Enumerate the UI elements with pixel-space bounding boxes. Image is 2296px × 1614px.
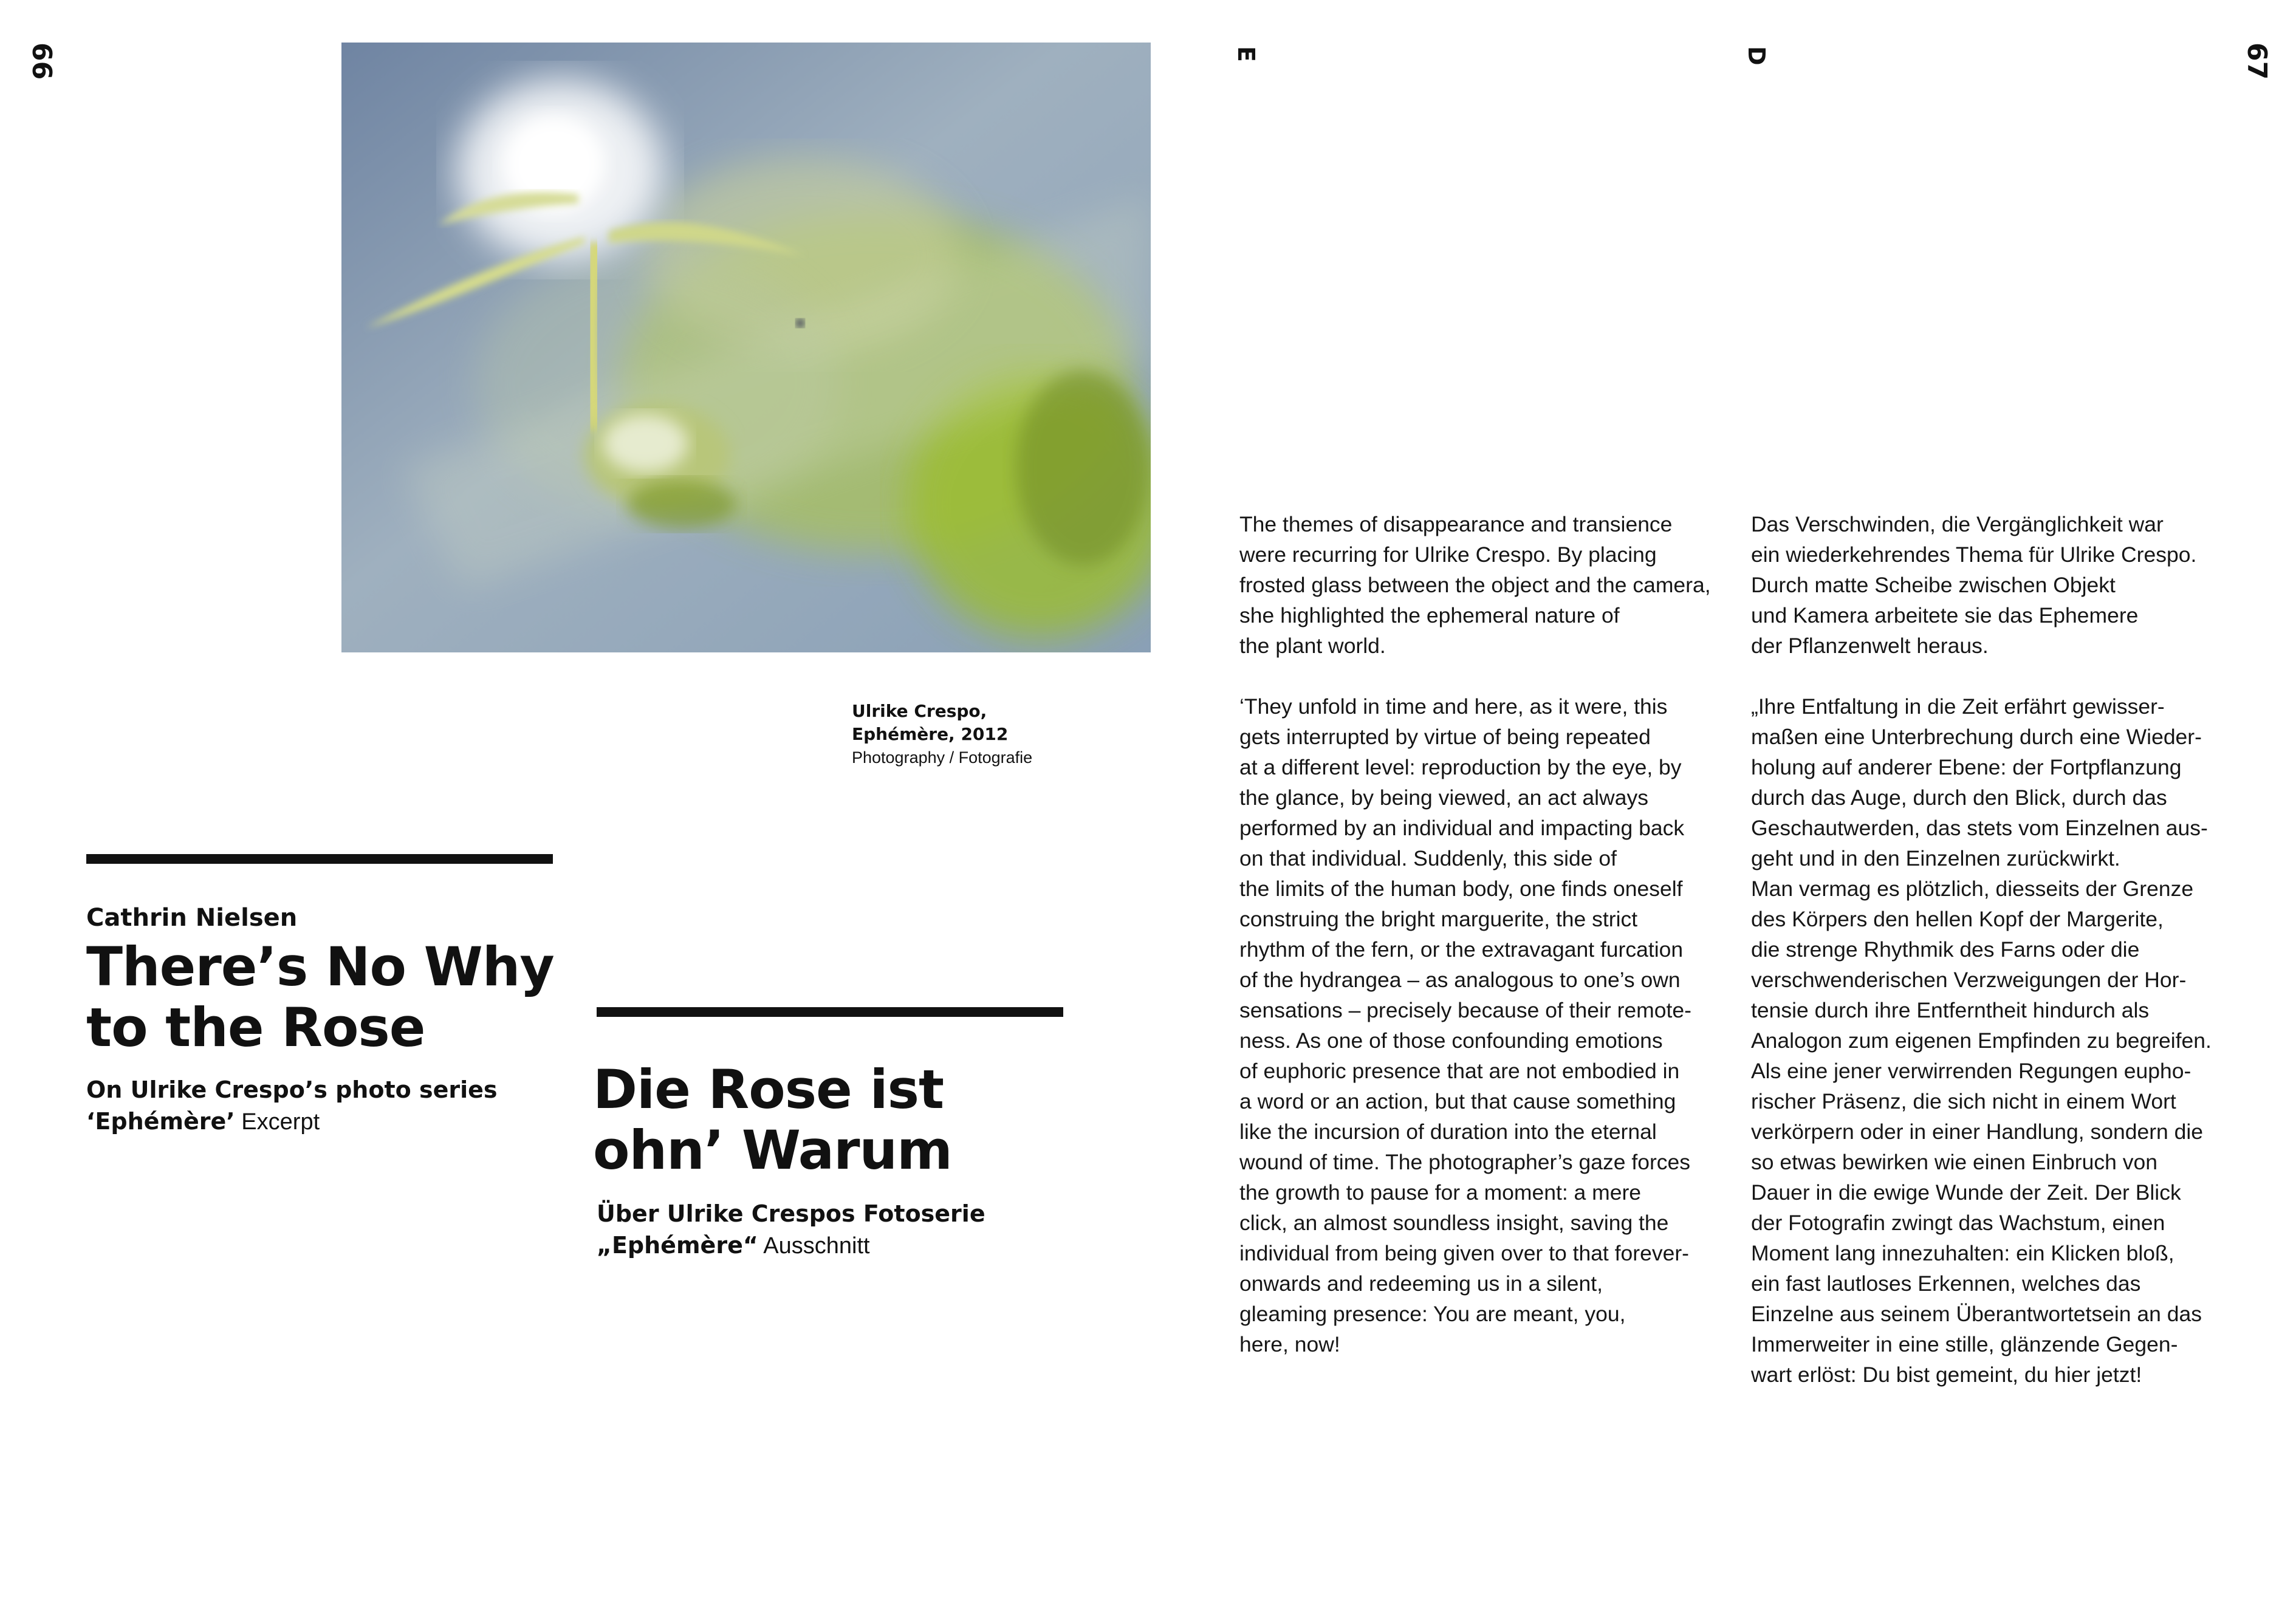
german-title-line1: Die Rose ist <box>593 1058 944 1121</box>
english-subtitle-series: ‘Ephémère’ <box>86 1108 235 1135</box>
german-subtitle-line2 <box>597 1229 1091 1262</box>
language-marker-english: E <box>1233 46 1259 62</box>
german-title <box>593 1059 1091 1181</box>
german-title-line2: ohn’ Warum <box>593 1119 952 1181</box>
english-subtitle-line1: On Ulrike Crespo’s photo series <box>86 1076 498 1103</box>
german-subtitle-series: „Ephémère“ <box>597 1232 758 1259</box>
page-number-right: 67 <box>2241 43 2272 80</box>
english-title-line2: to the Rose <box>86 996 425 1059</box>
caption-work-title: Ephémère, 2012 <box>852 724 1009 744</box>
english-body <box>1239 509 1725 1359</box>
author-name: Cathrin Nielsen <box>86 904 298 932</box>
german-header <box>593 1059 1091 1262</box>
english-title-line1: There’s No Why <box>86 935 554 998</box>
language-marker-german: D <box>1743 46 1770 66</box>
english-title <box>86 937 584 1058</box>
english-subtitle <box>86 1074 584 1138</box>
english-title-rule <box>86 854 553 864</box>
german-subtitle-excerpt: Ausschnitt <box>758 1233 870 1259</box>
german-quote-paragraph: „Ihre Entfaltung in die Zeit erfährt gewisser- maßen eine Unterbrechung durch eine Wieder- holung auf anderer Ebene: der Fortpflanzung durch das Auge, durch den Blick, durch das Geschautwerden, das stets vom Einzelnen aus- geht und in den Einzelnen zurückwirkt. Man vermag es plötzlich, diesseits der Grenze des Körpers den hellen Kopf der Margerite, die strenge Rhythmik des Farns oder die verschwenderischen Verzweigungen der Hor- tensie durch ihre Entferntheit hindurch als Analogon zum eigenen Empfinden zu begreifen. Als eine jener verwirrenden Regungen eupho- rischer Präsenz, die sich nicht in einem Wort verkörpern oder in einer Handlung, sondern die so etwas bewirken wie einen Einbruch von Dauer in die ewige Wunde der Zeit. Der Blick der Fotografin zwingt das Wachstum, einen Moment lang innezuhalten: ein Klicken bloß, ein fast lautloses Erkennen, welches das Einzelne aus seinem Überantwortetsein an das Immerweiter in eine stille, glänzende Gegen- wart erlöst: Du bist gemeint, du hier jetzt! <box>1751 694 2212 1387</box>
image-caption <box>852 700 1032 769</box>
english-subtitle-line2 <box>86 1106 584 1138</box>
english-subtitle-excerpt: Excerpt <box>235 1109 320 1135</box>
photograph-ephemere <box>341 43 1151 652</box>
caption-medium: Photography / Fotografie <box>852 748 1033 767</box>
caption-artist: Ulrike Crespo, <box>852 701 987 721</box>
german-body <box>1751 509 2274 1390</box>
german-subtitle-line1: Über Ulrike Crespos Fotoserie <box>597 1200 985 1227</box>
german-intro-paragraph: Das Verschwinden, die Vergänglichkeit war ein wiederkehrendes Thema für Ulrike Crespo. Durch matte Scheibe zwischen Objekt und Kamera arbeitete sie das Ephemere der Pflanzenwelt heraus. <box>1751 512 2197 658</box>
english-intro-paragraph: The themes of disappearance and transience were recurring for Ulrike Crespo. By placing frosted glass between the object and the camera, she highlighted the ephemeral nature of the plant world. <box>1239 512 1711 658</box>
german-title-rule <box>597 1007 1063 1017</box>
english-quote-paragraph: ‘They unfold in time and here, as it were, this gets interrupted by virtue of being repeated at a different level: reproduction by the eye, by the glance, by being viewed, an act always performed by an individual and impacting back on that individual. Suddenly, this side of the limits of the human body, one finds oneself construing the bright marguerite, the strict rhythm of the fern, or the extravagant furcation of the hydrangea – as analogous to one’s own sensations – precisely because of their remote- ness. As one of those confounding emotions of euphoric presence that are not embodied in a word or an action, but that cause something like the incursion of duration into the eternal wound of time. The photographer’s gaze forces the growth to pause for a moment: a mere click, an almost soundless insight, saving the individual from being given over to that forever- onwards and redeeming us in a silent, gleaming presence: You are meant, you, here, now! <box>1239 694 1691 1356</box>
page-number-left: 66 <box>26 43 57 80</box>
german-subtitle <box>597 1198 1091 1262</box>
english-header <box>86 903 584 1138</box>
